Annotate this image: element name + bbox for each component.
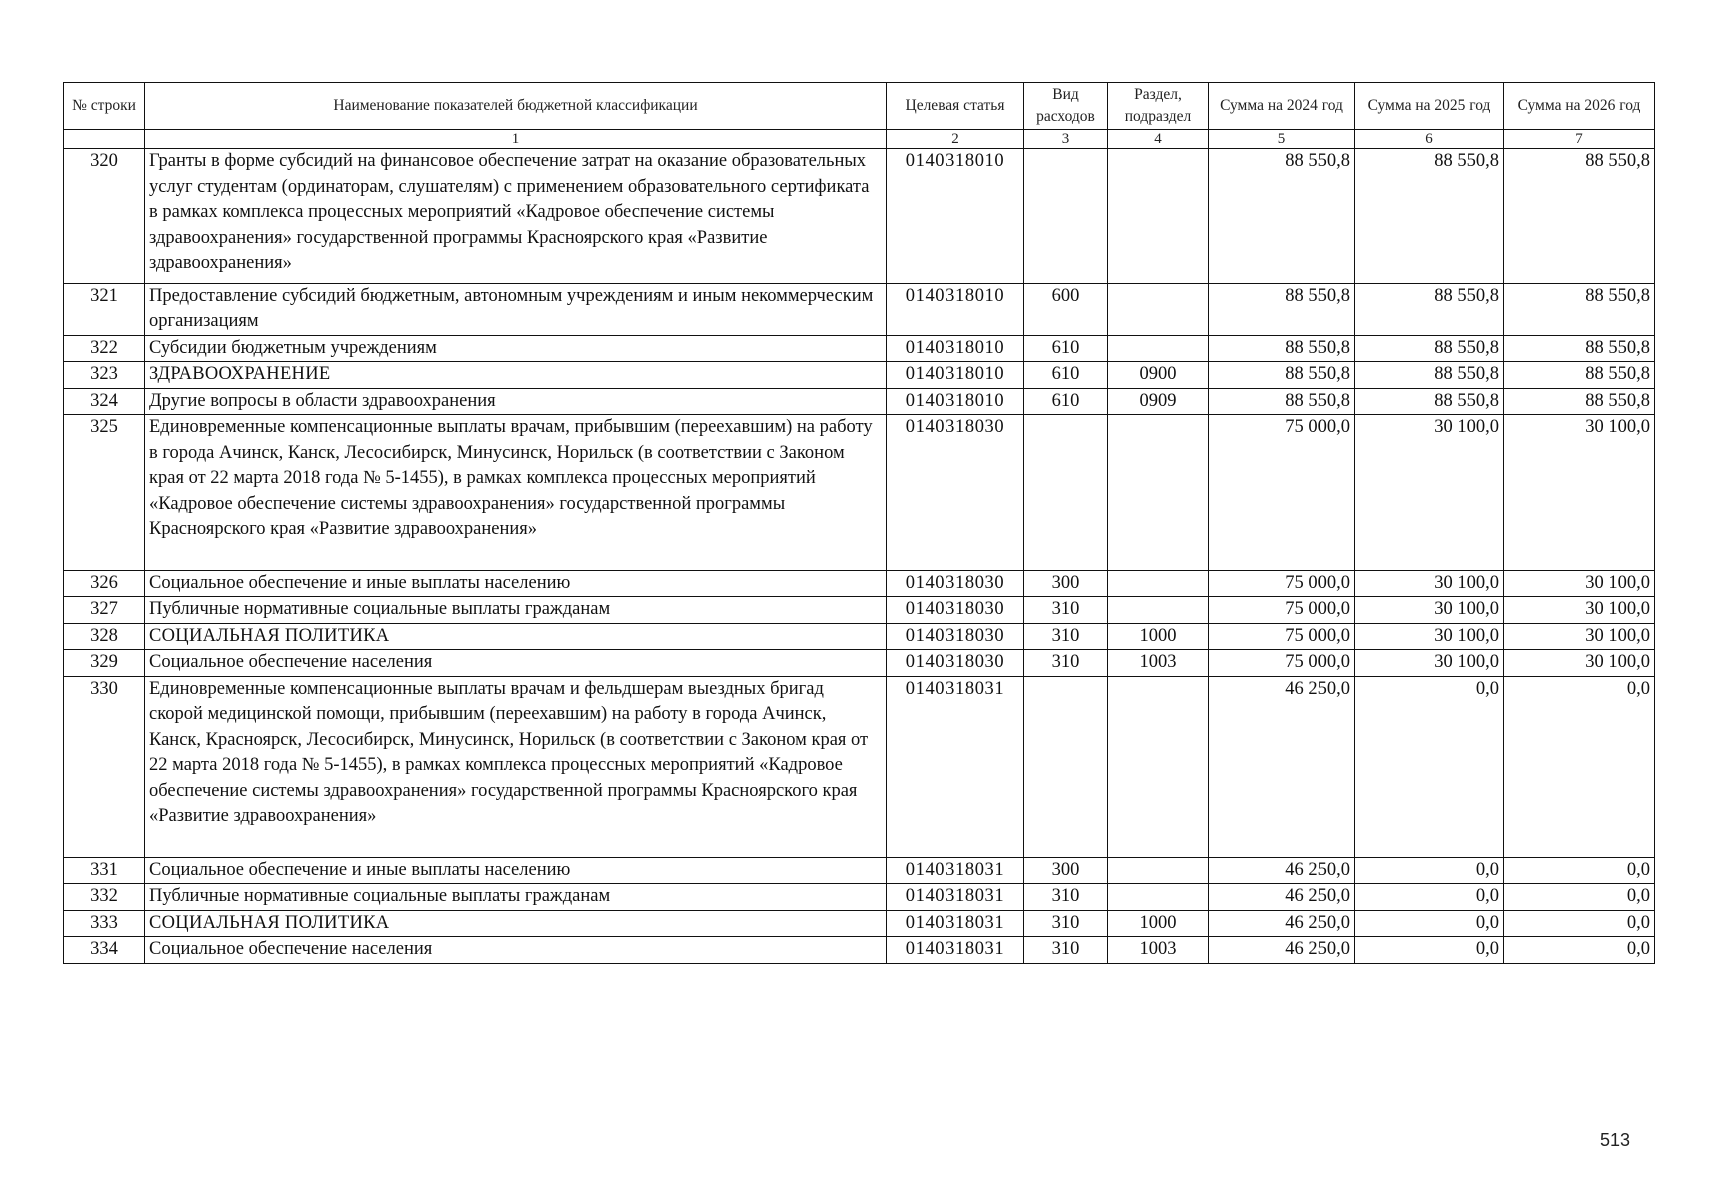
row-target-code: 0140318030	[887, 597, 1024, 624]
row-number: 323	[64, 362, 145, 389]
row-sum-2026: 30 100,0	[1504, 570, 1655, 597]
row-name: Единовременные компенсационные выплаты врачам и фельдшерам выездных бригад скорой медицинской помощи, прибывшим (переехавшим) на работу в города Ачинск, Канск, Красноярск, Лесосибирск, Минусинск, Норильск (в соответствии с Законом края от 22 марта 2018 года № 5-1455), в рамках комплекса процессных мероприятий «Кадровое обеспечение системы здравоохранения» государственной программы Красноярского края «Развитие здравоохранения»	[145, 676, 887, 857]
row-name: Социальное обеспечение населения	[145, 650, 887, 677]
row-sum-2024: 88 550,8	[1209, 149, 1355, 284]
page-number: 513	[1600, 1130, 1631, 1150]
row-sum-2026: 30 100,0	[1504, 650, 1655, 677]
row-sum-2026: 88 550,8	[1504, 149, 1655, 284]
row-section: 1003	[1108, 650, 1209, 677]
row-sum-2026: 30 100,0	[1504, 415, 1655, 571]
row-sum-2024: 46 250,0	[1209, 910, 1355, 937]
column-number: 6	[1355, 130, 1504, 149]
column-number: 3	[1024, 130, 1108, 149]
row-sum-2024: 88 550,8	[1209, 388, 1355, 415]
row-sum-2025: 88 550,8	[1355, 335, 1504, 362]
column-number-empty	[64, 130, 145, 149]
row-sum-2025: 88 550,8	[1355, 149, 1504, 284]
row-target-code: 0140318030	[887, 623, 1024, 650]
column-number: 5	[1209, 130, 1355, 149]
row-expense-type: 310	[1024, 937, 1108, 964]
column-number: 2	[887, 130, 1024, 149]
row-target-code: 0140318010	[887, 335, 1024, 362]
row-name: Публичные нормативные социальные выплаты гражданам	[145, 884, 887, 911]
row-sum-2024: 88 550,8	[1209, 362, 1355, 389]
row-sum-2025: 30 100,0	[1355, 623, 1504, 650]
row-expense-type: 310	[1024, 910, 1108, 937]
table-row	[64, 149, 1655, 284]
row-expense-type	[1024, 415, 1108, 571]
row-section: 0909	[1108, 388, 1209, 415]
row-name: Субсидии бюджетным учреждениям	[145, 335, 887, 362]
row-sum-2024: 88 550,8	[1209, 335, 1355, 362]
header-row-no: № строки	[64, 83, 145, 130]
row-target-code: 0140318030	[887, 570, 1024, 597]
column-number: 4	[1108, 130, 1209, 149]
row-expense-type: 610	[1024, 362, 1108, 389]
row-target-code: 0140318010	[887, 362, 1024, 389]
row-expense-type	[1024, 149, 1108, 284]
row-target-code: 0140318031	[887, 857, 1024, 884]
header-row	[64, 83, 1655, 130]
row-target-code: 0140318010	[887, 149, 1024, 284]
row-number: 320	[64, 149, 145, 284]
row-target-code: 0140318010	[887, 283, 1024, 335]
row-name: ЗДРАВООХРАНЕНИЕ	[145, 362, 887, 389]
table-row	[64, 676, 1655, 857]
row-target-code: 0140318031	[887, 937, 1024, 964]
header-name: Наименование показателей бюджетной классификации	[145, 83, 887, 130]
row-sum-2026: 0,0	[1504, 937, 1655, 964]
table-row	[64, 415, 1655, 571]
header-sum-2026: Сумма на 2026 год	[1504, 83, 1655, 130]
row-section	[1108, 570, 1209, 597]
table-row	[64, 283, 1655, 335]
row-number: 324	[64, 388, 145, 415]
row-expense-type: 310	[1024, 884, 1108, 911]
row-number: 326	[64, 570, 145, 597]
table-row	[64, 597, 1655, 624]
row-expense-type: 300	[1024, 857, 1108, 884]
table-row	[64, 362, 1655, 389]
row-expense-type: 610	[1024, 335, 1108, 362]
budget-table	[63, 82, 1655, 964]
row-sum-2024: 46 250,0	[1209, 857, 1355, 884]
row-target-code: 0140318030	[887, 650, 1024, 677]
column-number: 7	[1504, 130, 1655, 149]
row-target-code: 0140318030	[887, 415, 1024, 571]
table-row	[64, 623, 1655, 650]
row-number: 325	[64, 415, 145, 571]
row-name: Социальное обеспечение и иные выплаты населению	[145, 857, 887, 884]
row-sum-2026: 0,0	[1504, 910, 1655, 937]
row-name: Социальное обеспечение и иные выплаты населению	[145, 570, 887, 597]
row-sum-2025: 0,0	[1355, 910, 1504, 937]
row-number: 334	[64, 937, 145, 964]
row-name: Другие вопросы в области здравоохранения	[145, 388, 887, 415]
row-expense-type: 310	[1024, 650, 1108, 677]
row-number: 321	[64, 283, 145, 335]
row-number: 327	[64, 597, 145, 624]
header-target: Целевая статья	[887, 83, 1024, 130]
row-sum-2024: 46 250,0	[1209, 884, 1355, 911]
row-section	[1108, 283, 1209, 335]
row-number: 333	[64, 910, 145, 937]
row-sum-2025: 0,0	[1355, 884, 1504, 911]
row-sum-2024: 75 000,0	[1209, 650, 1355, 677]
row-sum-2025: 0,0	[1355, 937, 1504, 964]
row-sum-2024: 75 000,0	[1209, 415, 1355, 571]
row-section	[1108, 857, 1209, 884]
row-section: 1003	[1108, 937, 1209, 964]
column-number-row	[64, 130, 1655, 149]
row-expense-type	[1024, 676, 1108, 857]
table-row	[64, 910, 1655, 937]
row-sum-2025: 30 100,0	[1355, 597, 1504, 624]
row-sum-2026: 88 550,8	[1504, 362, 1655, 389]
row-sum-2024: 88 550,8	[1209, 283, 1355, 335]
header-sum-2025: Сумма на 2025 год	[1355, 83, 1504, 130]
row-sum-2025: 30 100,0	[1355, 415, 1504, 571]
row-section: 1000	[1108, 910, 1209, 937]
row-target-code: 0140318031	[887, 676, 1024, 857]
row-sum-2025: 88 550,8	[1355, 283, 1504, 335]
row-number: 322	[64, 335, 145, 362]
row-section	[1108, 335, 1209, 362]
row-sum-2024: 75 000,0	[1209, 623, 1355, 650]
row-sum-2026: 30 100,0	[1504, 623, 1655, 650]
table-row	[64, 388, 1655, 415]
row-sum-2025: 30 100,0	[1355, 650, 1504, 677]
table-row	[64, 650, 1655, 677]
row-number: 332	[64, 884, 145, 911]
row-section	[1108, 415, 1209, 571]
row-section: 1000	[1108, 623, 1209, 650]
row-target-code: 0140318031	[887, 884, 1024, 911]
row-expense-type: 300	[1024, 570, 1108, 597]
row-sum-2026: 0,0	[1504, 857, 1655, 884]
row-sum-2026: 30 100,0	[1504, 597, 1655, 624]
table-row	[64, 335, 1655, 362]
row-sum-2026: 88 550,8	[1504, 283, 1655, 335]
row-sum-2024: 46 250,0	[1209, 676, 1355, 857]
table-row	[64, 937, 1655, 964]
row-name: СОЦИАЛЬНАЯ ПОЛИТИКА	[145, 623, 887, 650]
row-sum-2026: 0,0	[1504, 676, 1655, 857]
row-sum-2025: 88 550,8	[1355, 362, 1504, 389]
row-sum-2026: 0,0	[1504, 884, 1655, 911]
table-row	[64, 570, 1655, 597]
row-name: Предоставление субсидий бюджетным, автономным учреждениям и иным некоммерческим организациям	[145, 283, 887, 335]
header-sum-2024: Сумма на 2024 год	[1209, 83, 1355, 130]
row-sum-2025: 0,0	[1355, 676, 1504, 857]
row-number: 331	[64, 857, 145, 884]
row-sum-2025: 30 100,0	[1355, 570, 1504, 597]
row-name: Гранты в форме субсидий на финансовое обеспечение затрат на оказание образовательных услуг студентам (ординаторам, слушателям) с применением образовательного сертификата в рамках комплекса процессных мероприятий «Кадровое обеспечение системы здравоохранения» государственной программы Красноярского края «Развитие здравоохранения»	[145, 149, 887, 284]
row-section	[1108, 149, 1209, 284]
column-number: 1	[145, 130, 887, 149]
row-sum-2025: 0,0	[1355, 857, 1504, 884]
row-sum-2024: 75 000,0	[1209, 597, 1355, 624]
row-target-code: 0140318031	[887, 910, 1024, 937]
row-target-code: 0140318010	[887, 388, 1024, 415]
header-section: Раздел, подраздел	[1108, 83, 1209, 130]
row-number: 329	[64, 650, 145, 677]
row-expense-type: 310	[1024, 597, 1108, 624]
table-body	[64, 149, 1655, 964]
row-number: 328	[64, 623, 145, 650]
row-section	[1108, 884, 1209, 911]
row-name: Социальное обеспечение населения	[145, 937, 887, 964]
row-section	[1108, 676, 1209, 857]
table-row	[64, 884, 1655, 911]
header-expense-type: Вид расходов	[1024, 83, 1108, 130]
row-name: Публичные нормативные социальные выплаты гражданам	[145, 597, 887, 624]
row-section: 0900	[1108, 362, 1209, 389]
table-row	[64, 857, 1655, 884]
row-sum-2024: 75 000,0	[1209, 570, 1355, 597]
row-name: Единовременные компенсационные выплаты врачам, прибывшим (переехавшим) на работу в города Ачинск, Канск, Лесосибирск, Минусинск, Норильск (в соответствии с Законом края от 22 марта 2018 года № 5-1455), в рамках комплекса процессных мероприятий «Кадровое обеспечение системы здравоохранения» государственной программы Красноярского края «Развитие здравоохранения»	[145, 415, 887, 571]
row-sum-2026: 88 550,8	[1504, 335, 1655, 362]
row-sum-2026: 88 550,8	[1504, 388, 1655, 415]
row-sum-2025: 88 550,8	[1355, 388, 1504, 415]
row-name: СОЦИАЛЬНАЯ ПОЛИТИКА	[145, 910, 887, 937]
row-expense-type: 600	[1024, 283, 1108, 335]
row-sum-2024: 46 250,0	[1209, 937, 1355, 964]
row-number: 330	[64, 676, 145, 857]
row-section	[1108, 597, 1209, 624]
row-expense-type: 310	[1024, 623, 1108, 650]
row-expense-type: 610	[1024, 388, 1108, 415]
